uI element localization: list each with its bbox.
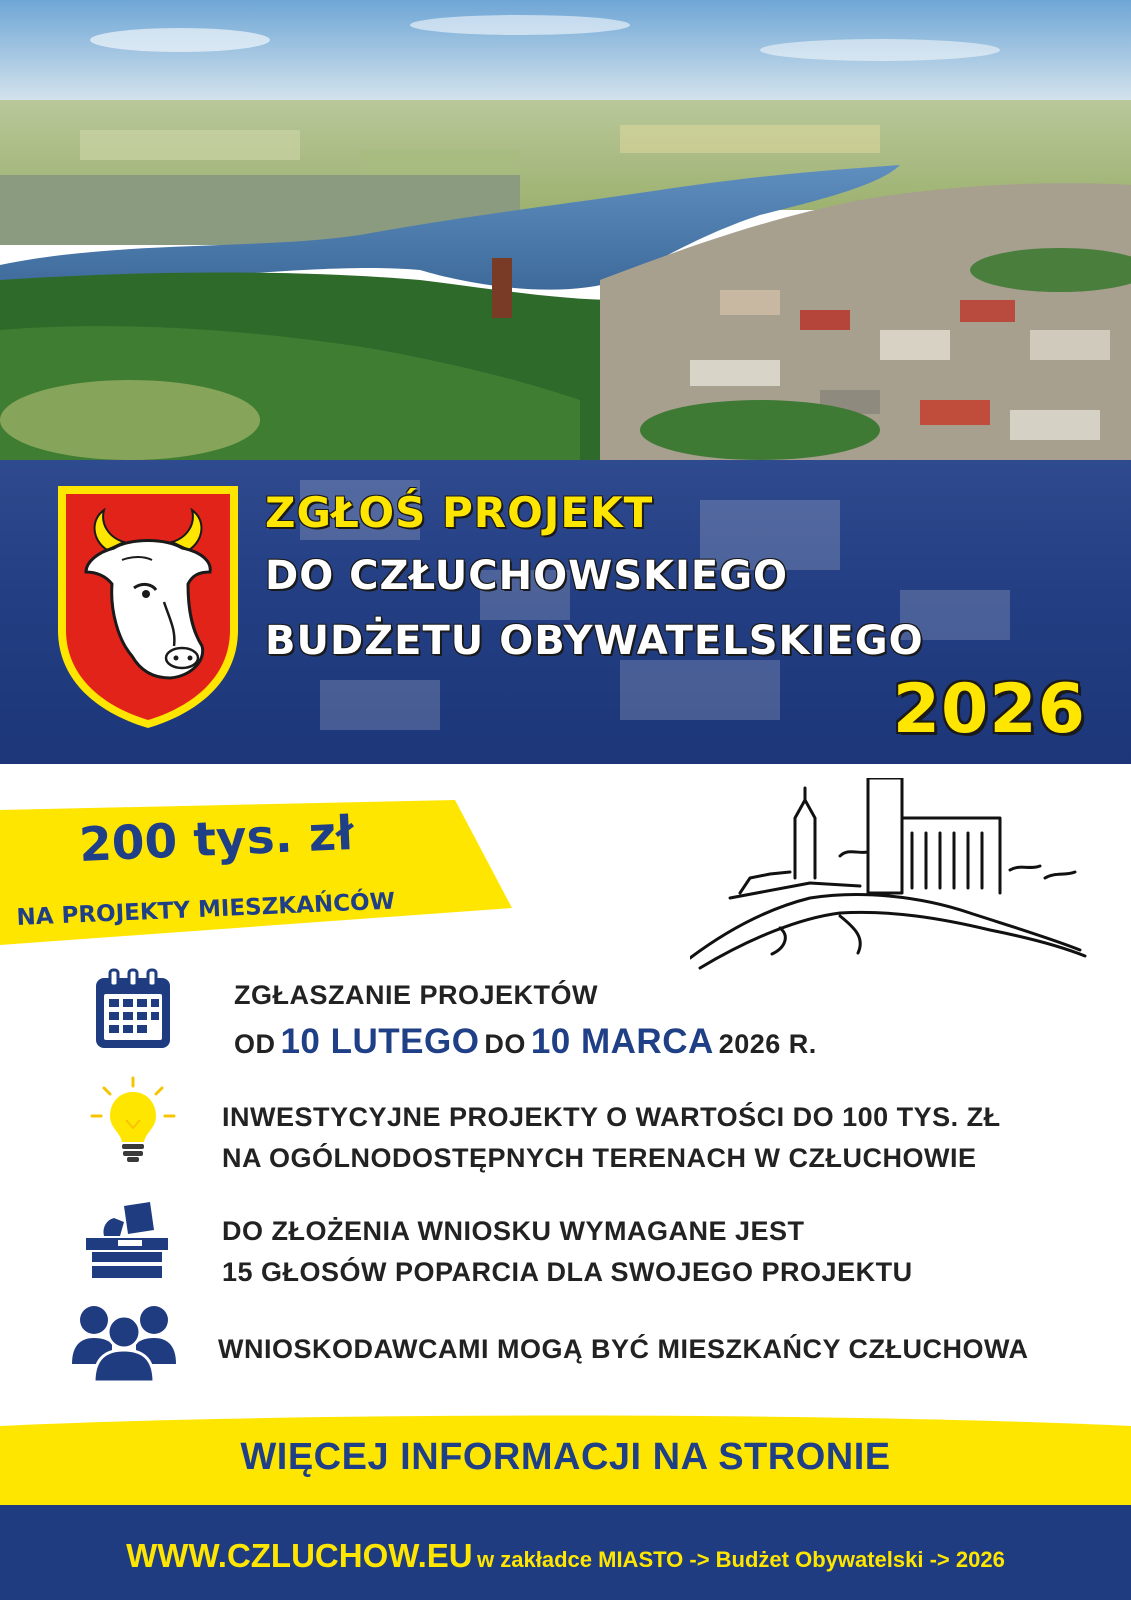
support-line-1: DO ZŁOŻENIA WNIOSKU WYMAGANE JEST <box>222 1216 805 1246</box>
more-info-text: WIĘCEJ INFORMACJI NA STRONIE <box>240 1436 891 1478</box>
investment-line-2: NA OGÓLNODOSTĘPNYCH TERENACH W CZŁUCHOWIE <box>222 1143 977 1173</box>
title-line-1: ZGŁOŚ PROJEKT <box>265 488 654 537</box>
ballot-box-icon <box>84 1200 170 1280</box>
dates-do: DO <box>484 1029 526 1059</box>
castle-sketch <box>690 778 1090 978</box>
support-line-2: 15 GŁOSÓW POPARCIA DLA SWOJEGO PROJEKTU <box>222 1257 913 1287</box>
website-path: w zakładce MIASTO -> Budżet Obywatelski -> 2026 <box>477 1547 1005 1572</box>
people-group-icon <box>72 1300 176 1382</box>
title-line-3: BUDŻETU OBYWATELSKIEGO <box>265 618 924 664</box>
website-link[interactable]: WWW.CZLUCHOW.EU <box>126 1537 473 1574</box>
dates-from: 10 LUTEGO <box>280 1022 480 1061</box>
applicants-line-1: WNIOSKODAWCAMI MOGĄ BYĆ MIESZKAŃCY CZŁUCHOWA <box>218 1334 1029 1364</box>
dates-od: OD <box>234 1029 276 1059</box>
investment-line-1: INWESTYCYJNE PROJEKTY O WARTOŚCI DO 100 TYS. ZŁ <box>222 1102 1001 1132</box>
dates-year: 2026 R. <box>718 1029 817 1059</box>
bull-head-crest <box>52 480 244 732</box>
footer-line <box>0 1537 1131 1575</box>
title-line-2: DO CZŁUCHOWSKIEGO <box>265 553 789 599</box>
lightbulb-icon <box>88 1076 178 1164</box>
dates-range <box>234 1022 817 1062</box>
amount-subtitle: NA PROJEKTY MIESZKAŃCÓW <box>16 888 396 931</box>
dates-to: 10 MARCA <box>530 1022 714 1061</box>
dates-label: ZGŁASZANIE PROJEKTÓW <box>234 980 599 1010</box>
title-year: 2026 <box>892 670 1086 749</box>
amount-value: 200 tys. zł <box>78 806 355 873</box>
calendar-icon <box>94 968 172 1050</box>
aerial-town-photo <box>0 0 1131 460</box>
title-band <box>0 460 1131 764</box>
